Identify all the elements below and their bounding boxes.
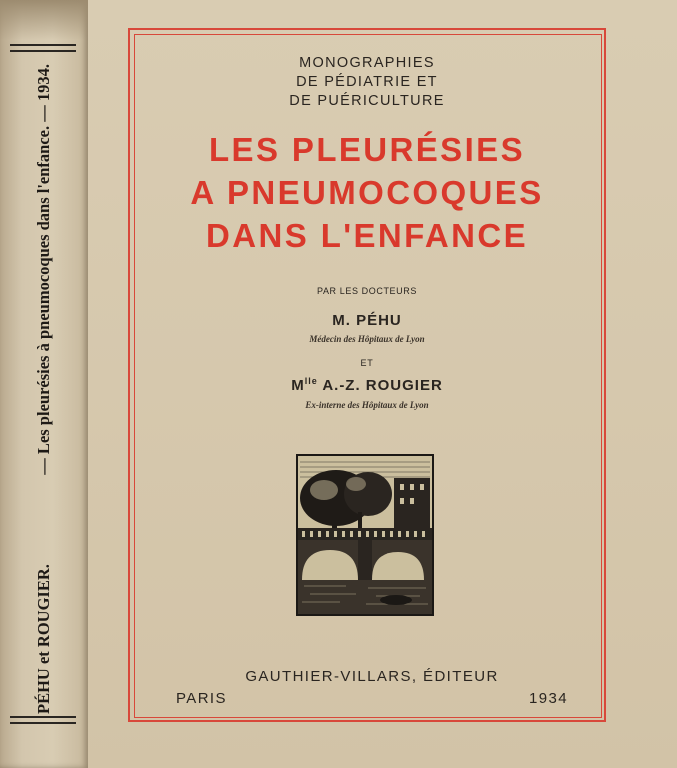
series-title bbox=[136, 54, 598, 111]
spine-authors: PÉHU et ROUGIER. bbox=[34, 564, 53, 714]
spine-rule bbox=[10, 50, 76, 52]
conjunction: ET bbox=[360, 358, 374, 368]
publisher-city-year bbox=[176, 688, 568, 710]
bridge-engraving-icon bbox=[296, 454, 434, 616]
book-spine bbox=[0, 0, 88, 768]
cover-content bbox=[136, 36, 598, 714]
series-line: DE PUÉRICULTURE bbox=[289, 93, 445, 109]
spine-rule bbox=[10, 44, 76, 46]
spine-book-title: — Les pleurésies à pneumocoques dans l'enfance. — 1934. bbox=[34, 64, 53, 475]
spine-wear bbox=[0, 0, 88, 40]
title-line: A PNEUMOCOQUES bbox=[190, 174, 544, 211]
title-line: DANS L'ENFANCE bbox=[206, 217, 528, 254]
title-line: LES PLEURÉSIES bbox=[208, 131, 525, 168]
by-line: PAR LES DOCTEURS bbox=[317, 286, 417, 296]
author-1: M. PÉHU bbox=[332, 312, 402, 329]
spine-title bbox=[14, 54, 74, 714]
author-2-affiliation: Ex-interne des Hôpitaux de Lyon bbox=[305, 400, 429, 410]
series-line: DE PÉDIATRIE ET bbox=[296, 74, 438, 90]
author-2-name: A.-Z. ROUGIER bbox=[317, 377, 443, 394]
publisher-city: PARIS bbox=[176, 690, 227, 707]
author-2-prefix-sup: lle bbox=[304, 376, 318, 386]
book-cover bbox=[88, 0, 677, 768]
author-2-prefix: M bbox=[291, 377, 305, 394]
publisher-block bbox=[176, 666, 568, 710]
series-line: MONOGRAPHIES bbox=[299, 55, 435, 71]
publisher-name: GAUTHIER-VILLARS, ÉDITEUR bbox=[245, 668, 499, 685]
author-1-affiliation: Médecin des Hôpitaux de Lyon bbox=[309, 334, 425, 344]
spine-rule bbox=[10, 716, 76, 718]
author-2 bbox=[136, 376, 598, 394]
book-title bbox=[136, 128, 598, 257]
spine-rule bbox=[10, 722, 76, 724]
publication-year: 1934 bbox=[529, 690, 568, 707]
